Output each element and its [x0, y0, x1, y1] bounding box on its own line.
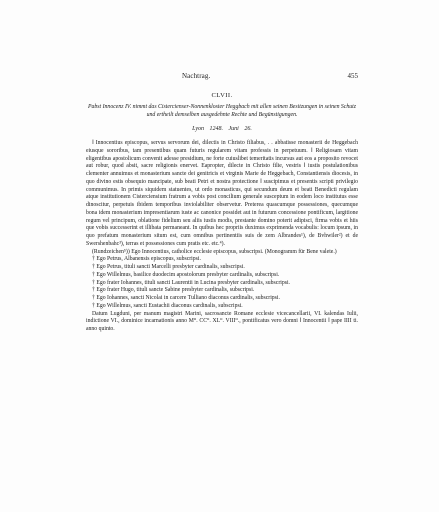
running-head-title: Nachtrag. — [182, 72, 211, 80]
signature-line: † Ego Willelmus, basilice duodecim apostolorum presbyter cardinalis, subscripsi. — [92, 271, 280, 278]
signature-line: † Ego frater Hugo, tituli sancte Sabine presbyter cardinalis, subscripsi. — [92, 287, 255, 294]
body-paragraph-charter: ‖ Innocentius episcopus, servus servorum dei, dilectis in Christo filiabus, . . abbatisse monasterii de Heggebach eiusque sororibus, tam presentibus quam futuris regularem vitam professis in perpetuum. ‖ Religiosam vitam eligentibus apostolicum convenit adesse presidium, ne forte cuiuslibet temeritatis incursus aut eos a proposito revocet aut robur, quod absit, sacre religionis enervet. Eapropter, dilecte in Christo filie, vestris ‖ iustis postulationibus clementer annuimus et monasterium sancte dei genitricis et virginis Marie de Heggebach, Constantiensis diocesis, in quo divino estis obsequio mancipate, sub beati Petri et nostra protectione ‖ suscipimus et presentis scripti privilegio communimus. In primis siquidem statuentes, ut ordo monasticus, qui secundum deum et beati Benedicti regulam atque institutionem Cisterciensium fratrum a vobis post concilium generale susceptum in eodem loco institutus esse dinoscitur, perpetuis ibidem temporibus inviolabiliter observetur. Preterea quascumque possessiones, quecumque bona idem monasterium impresentiarum iuste ac canonice possidet aut in futurum concessione pontificum, largitione regum vel principum, oblatione fidelium seu aliis iustis modis, prestante domino poterit adipisci, firma vobis et hiis que vobis successerint et illibata permaneant. In quibus hec propriis duximus exprimenda vocabulis: locum ipsum, in quo prefatum monasterium situm est, cum omnibus pertinentiis suis de zem Albrandes¹), de Bvhwiler²) et de Swershenbahc³), terras et possessiones cum pratis etc. etc.⁴). — [86, 140, 358, 247]
signature-line: † Ego Willelmus, sancti Eustachii diaconus cardinalis, subscripsi. — [92, 302, 243, 309]
datum-paragraph: Datum Lugduni, per manum magistri Marini, sacrosancte Romane ecclesie vicecancellarii, VI. kalendas Iulii, indictione VI., dominice incarnationis anno M⁰. CC⁰. XL⁰. VIII⁰., pontificatus vero domni ‖ Innocentii ‖ pape IIII ti. anno quinto. — [86, 310, 358, 332]
document-dateline — [86, 125, 358, 133]
signature-line: † Ego Iohannes, sancti Nicolai in carcere Tulliano diaconus cardinalis, subscripsi. — [92, 295, 280, 301]
date-place: Lyon 1248. — [192, 126, 223, 132]
body-paragraph-papal-signature: (Rundzeichen⁵)) Ego Innocentius, catholice ecclesie episcopus, subscripsi. (Monogramm für Bene valete.) — [92, 248, 337, 255]
document-body — [86, 140, 358, 334]
signature-line: † Ego frater Iohannes, tituli sancti Laurentii in Lucina presbyter cardinalis, subscripsi. — [92, 279, 290, 286]
page-number: 455 — [347, 72, 358, 80]
document-summary: Pabst Innocenz IV. nimmt das Cistercienser-Nonnenkloster Heggbach mit allen seinen Besitzungen in seinen Schutz und ertheilt demselben ausgedehnte Rechte und Begünstigungen. — [87, 104, 357, 118]
signature-line: † Ego Petrus, Albanensis episcopus, subscripsi. — [92, 256, 201, 263]
document-number: CLVII. — [211, 92, 233, 99]
signature-line: † Ego Petrus, tituli sancti Marcelli presbyter cardinalis, subscripsi. — [92, 264, 245, 270]
date-day: Juni 26. — [228, 126, 252, 132]
